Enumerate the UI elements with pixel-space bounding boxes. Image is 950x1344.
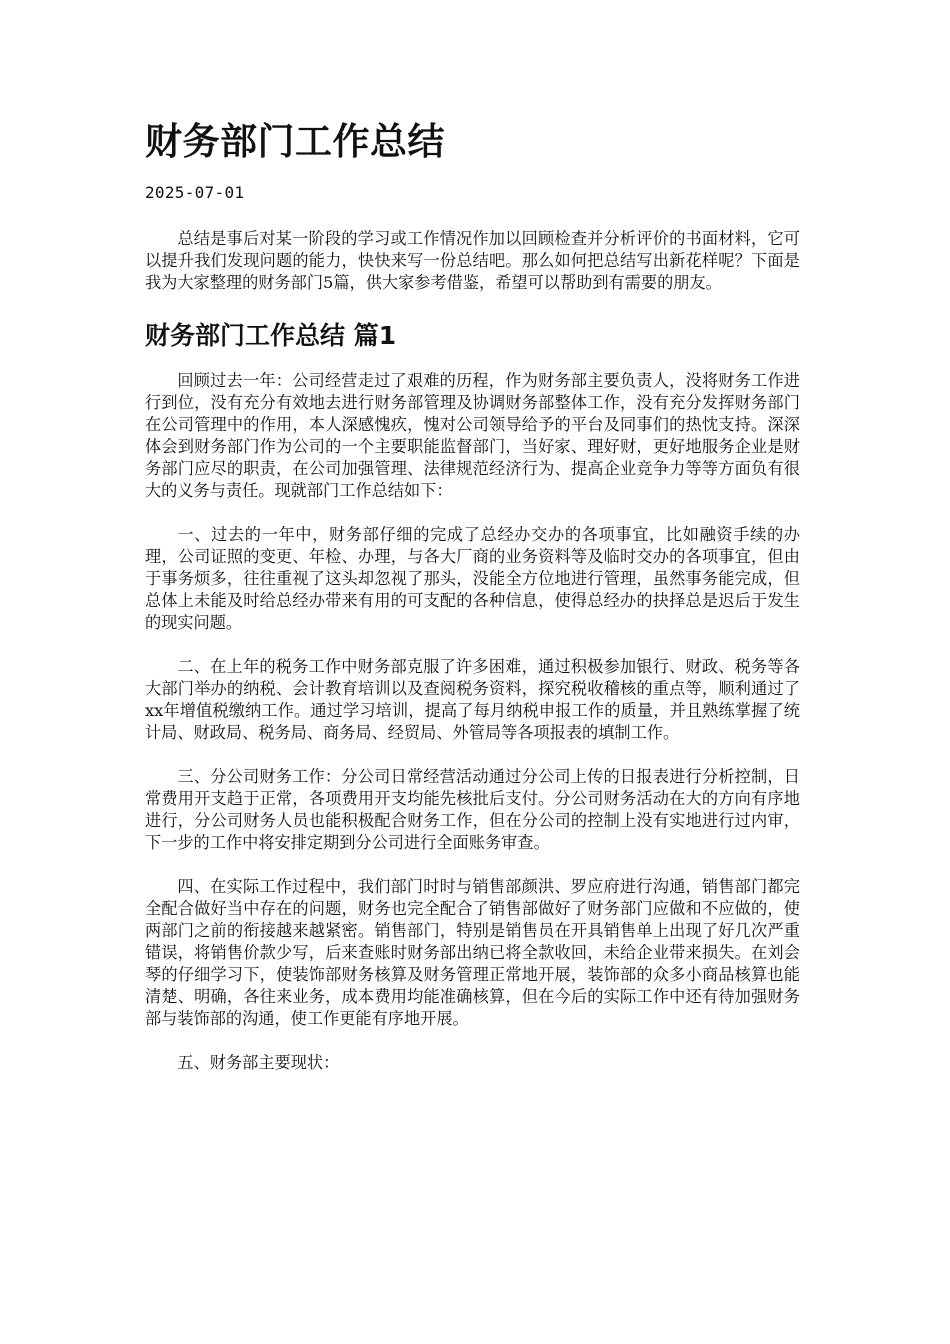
- section-heading: 财务部门工作总结 篇1: [145, 321, 397, 350]
- document-title: 财务部门工作总结: [145, 120, 445, 163]
- body-paragraph: 四、在实际工作过程中，我们部门时时与销售部颜洪、罗应府进行沟通，销售部门都完全配合做好当中存在的问题，财务也完全配合了销售部做好了财务部门应做和不应做的，使两部门之前的衔接越来越紧密。销售部门，特别是销售员在开具销售单上出现了好几次严重错误，将销售价款少写，后来查账时财务部出纳已将全款收回，未给企业带来损失。在刘会琴的仔细学习下，使装饰部财务核算及财务管理正常地开展，装饰部的众多小商品核算也能清楚、明确，各往来业务，成本费用均能准确核算，但在今后的实际工作中还有待加强财务部与装饰部的沟通，使工作更能有序地开展。: [145, 877, 800, 1028]
- body-paragraph: 一、过去的一年中，财务部仔细的完成了总经办交办的各项事宜，比如融资手续的办理，公司证照的变更、年检、办理，与各大厂商的业务资料等及临时交办的各项事宜，但由于事务烦多，往往重视了这头却忽视了那头，没能全方位地进行管理，虽然事务能完成，但总体上未能及时给总经办带来有用的可支配的各种信息，使得总经办的抉择总是迟后于发生的现实问题。: [145, 525, 800, 632]
- body-paragraph: 二、在上年的税务工作中财务部克服了许多困难，通过积极参加银行、财政、税务等各大部门举办的纳税、会计教育培训以及查阅税务资料，探究税收稽核的重点等，顺利通过了xx年增值税缴纳工作。通过学习培训，提高了每月纳税申报工作的质量，并且熟练掌握了统计局、财政局、税务局、商务局、经贸局、外管局等各项报表的填制工作。: [145, 657, 800, 742]
- section-body: [145, 370, 800, 1074]
- body-paragraph: 三、分公司财务工作：分公司日常经营活动通过分公司上传的日报表进行分析控制，日常费用开支趋于正常，各项费用开支均能先核批后支付。分公司财务活动在大的方向有序地进行，分公司财务人员也能积极配合财务工作，但在分公司的控制上没有实地进行过内审，下一步的工作中将安排定期到分公司进行全面账务审查。: [145, 767, 800, 852]
- document-date: 2025-07-01: [145, 183, 245, 202]
- document-page: [145, 0, 800, 1074]
- body-paragraph: 五、财务部主要现状：: [177, 1053, 340, 1072]
- intro-paragraph: 总结是事后对某一阶段的学习或工作情况作加以回顾检查并分析评价的书面材料，它可以提升我们发现问题的能力，快快来写一份总结吧。那么如何把总结写出新花样呢？下面是我为大家整理的财务部门5篇，供大家参考借鉴，希望可以帮助到有需要的朋友。: [145, 229, 800, 292]
- body-paragraph: 回顾过去一年：公司经营走过了艰难的历程，作为财务部主要负责人，没将财务工作进行到位，没有充分有效地去进行财务部管理及协调财务部整体工作，没有充分发挥财务部门在公司管理中的作用，本人深感愧疚，愧对公司领导给予的平台及同事们的热忱支持。深深体会到财务部门作为公司的一个主要职能监督部门，当好家、理好财，更好地服务企业是财务部门应尽的职责，在公司加强管理、法律规范经济行为、提高企业竞争力等等方面负有很大的义务与责任。现就部门工作总结如下：: [145, 371, 800, 500]
